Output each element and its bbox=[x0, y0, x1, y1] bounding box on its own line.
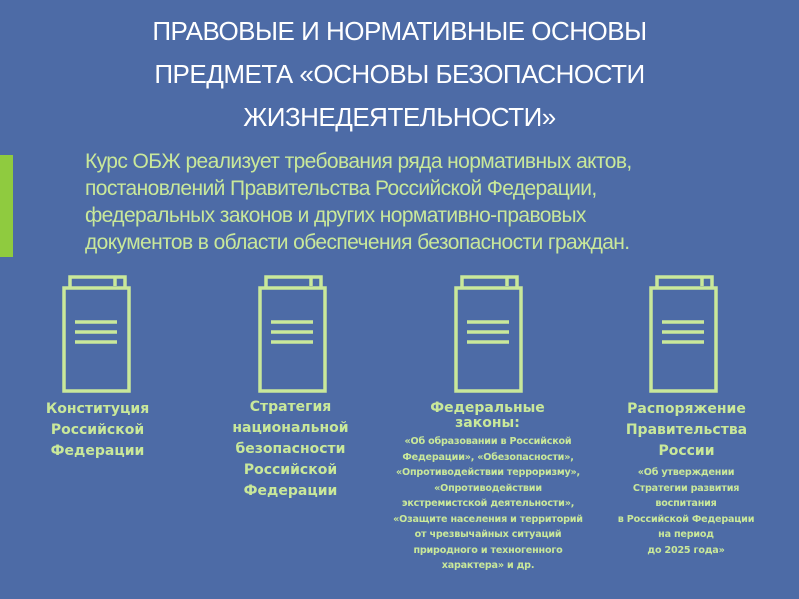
column-2-title-line: Стратегия bbox=[249, 399, 332, 415]
intro-paragraph bbox=[85, 148, 785, 256]
column-1-title bbox=[20, 399, 175, 462]
column-3-detail-line: «Об образовании в Российской bbox=[404, 436, 572, 447]
column-3-detail-line: «Озащите населения и территорий bbox=[393, 513, 583, 525]
document-icon bbox=[255, 272, 335, 394]
column-3-title-line: Федеральные bbox=[430, 400, 545, 416]
column-4-title bbox=[609, 399, 764, 462]
column-3-detail-line: от чрезвычайных ситуаций bbox=[414, 529, 562, 540]
intro-line-2: постановлений Правительства Российской Федерации, bbox=[85, 177, 597, 200]
column-1-title-line: Конституция bbox=[45, 401, 150, 417]
column-2-title-line: Российской bbox=[243, 462, 338, 478]
column-4-detail bbox=[596, 465, 776, 558]
column-2-title-line: безопасности bbox=[235, 441, 346, 457]
column-3-detail-line: «Опротиводействии bbox=[434, 482, 542, 494]
document-icon bbox=[59, 272, 139, 394]
column-2-title-line: национальной bbox=[232, 420, 349, 436]
title-line-1: ПРАВОВЫЕ И НОРМАТИВНЫЕ ОСНОВЫ bbox=[152, 16, 647, 46]
column-4-detail-line: на период bbox=[658, 529, 714, 540]
title-line-3: ЖИЗНЕДЕЯТЕЛЬНОСТИ» bbox=[243, 102, 556, 132]
column-4-detail-line: в Российской Федерации bbox=[617, 513, 755, 525]
column-3-detail-line: природного и техногенного bbox=[413, 544, 563, 556]
column-3-detail-line: характера» и др. bbox=[441, 560, 535, 571]
document-icon bbox=[451, 272, 531, 394]
intro-line-1: Курс ОБЖ реализует требования ряда нормативных актов, bbox=[85, 150, 632, 173]
column-4-title-line: России bbox=[658, 443, 715, 459]
column-3-detail-line: экстремистской деятельности», bbox=[401, 498, 575, 509]
column-4-title-line: Правительства bbox=[625, 422, 748, 438]
column-3-detail-line: «Опротиводействии терроризму», bbox=[396, 467, 580, 478]
column-3-title bbox=[410, 401, 565, 431]
page-title bbox=[0, 10, 799, 139]
column-2-title-line: Федерации bbox=[243, 483, 338, 499]
intro-line-3: федеральных законов и других нормативно-правовых bbox=[85, 204, 586, 227]
column-1-title-line: Российской bbox=[50, 422, 145, 438]
column-3-title-line: законы: bbox=[455, 415, 520, 431]
accent-bar bbox=[0, 155, 13, 257]
column-2-title bbox=[213, 397, 368, 502]
column-4-detail-line: воспитания bbox=[655, 498, 717, 509]
column-1-title-line: Федерации bbox=[50, 443, 145, 459]
title-line-2: ПРЕДМЕТА «ОСНОВЫ БЕЗОПАСНОСТИ bbox=[154, 59, 645, 89]
column-3-detail-line: Федерации», «Обезопасности», bbox=[402, 451, 574, 463]
document-icon bbox=[646, 272, 726, 394]
column-4-detail-line: до 2025 года» bbox=[647, 544, 725, 556]
column-4-detail-line: «Об утверждении bbox=[637, 467, 735, 478]
column-4-title-line: Распоряжение bbox=[627, 401, 746, 417]
intro-line-4: документов в области обеспечения безопасности граждан. bbox=[85, 231, 630, 254]
column-4-detail-line: Стратегии развития bbox=[632, 482, 740, 494]
column-3-detail bbox=[378, 434, 598, 574]
